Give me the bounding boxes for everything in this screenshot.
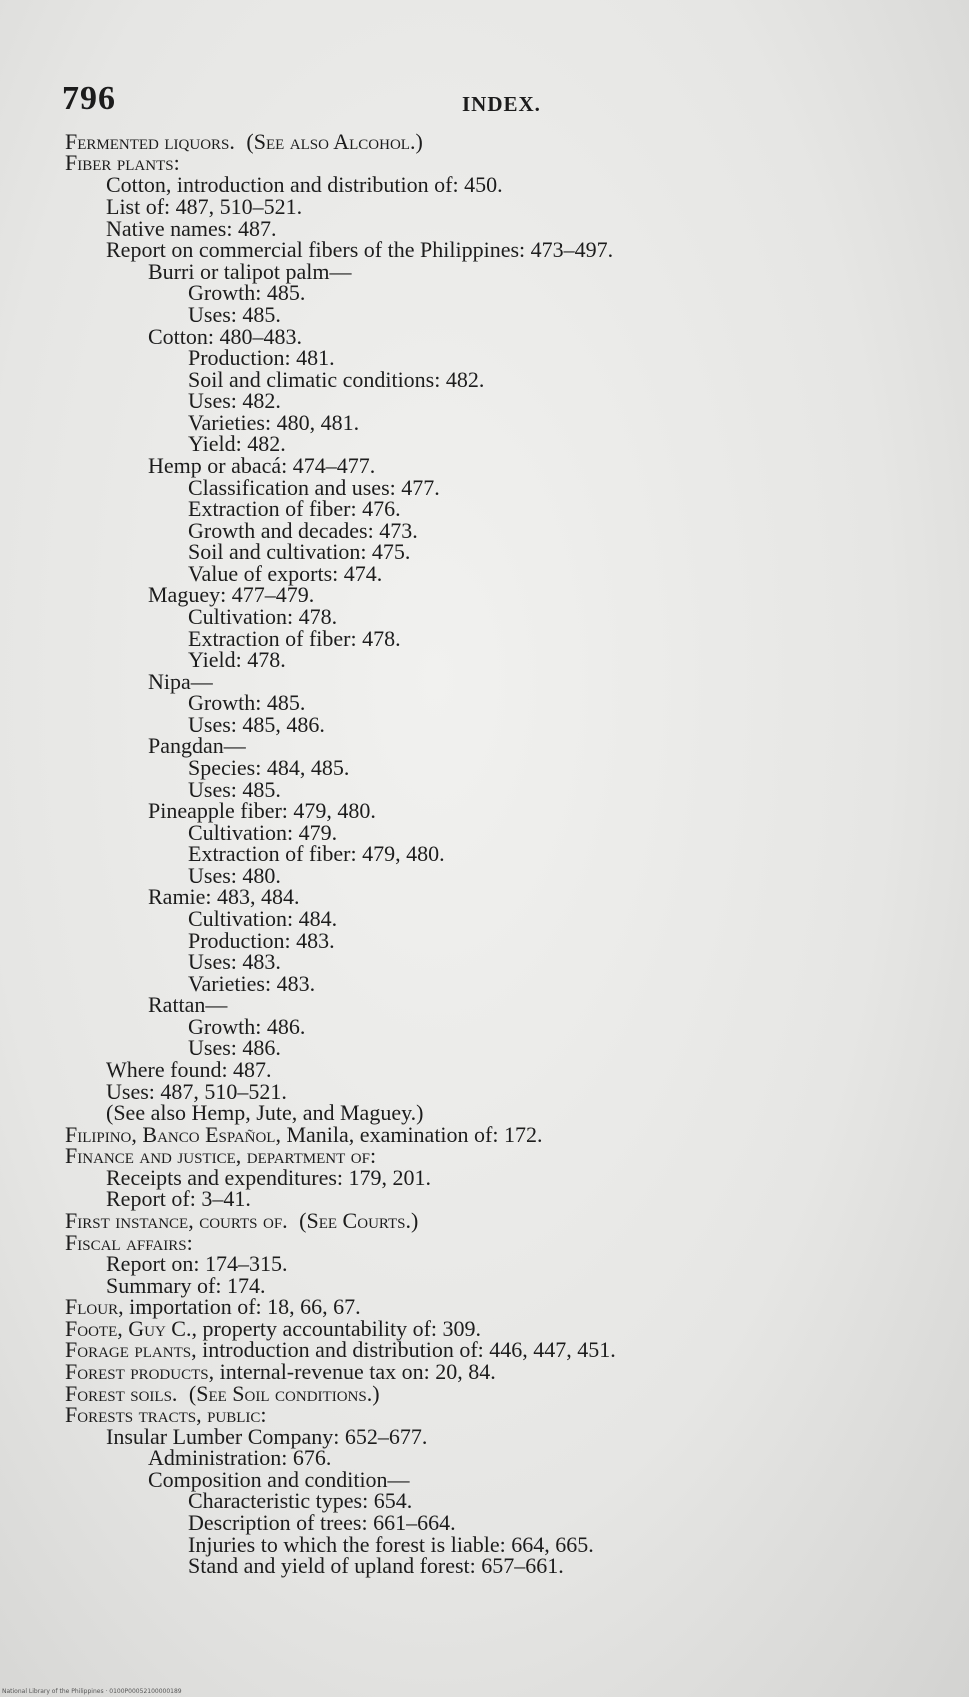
index-subentry: Summary of: 174. [106, 1273, 266, 1298]
index-heading: Finance and justice, department of: [65, 1143, 377, 1168]
index-subentry: Value of exports: 474. [188, 561, 383, 586]
index-heading: Forest soils. (See Soil conditions.) [65, 1381, 380, 1406]
index-subentry: Hemp or abacá: 474–477. [148, 453, 376, 478]
index-crossref: (See also Hemp, Jute, and Maguey.) [106, 1100, 424, 1125]
index-subentry: Injuries to which the forest is liable: 664, 665. [188, 1532, 594, 1557]
index-subentry: List of: 487, 510–521. [106, 194, 303, 219]
index-subentry: Yield: 482. [188, 431, 286, 456]
index-heading: Foote, Guy C., property accountability of: 309. [65, 1316, 482, 1341]
index-subentry: Cotton: 480–483. [148, 324, 303, 349]
index-heading: Fiber plants: [65, 150, 180, 175]
index-subentry: Insular Lumber Company: 652–677. [106, 1424, 428, 1449]
index-subentry: Uses: 480. [188, 863, 281, 888]
index-subentry: Growth: 486. [188, 1014, 306, 1039]
index-subentry: Uses: 483. [188, 949, 281, 974]
page-number: 796 [62, 80, 116, 117]
index-subentry: Report of: 3–41. [106, 1186, 251, 1211]
index-subentry: Extraction of fiber: 479, 480. [188, 841, 445, 866]
index-heading: Fermented liquors. (See also Alcohol.) [65, 129, 423, 154]
index-subentry: Pineapple fiber: 479, 480. [148, 798, 376, 823]
index-subentry: Classification and uses: 477. [188, 475, 440, 500]
index-heading: Forest products, internal-revenue tax on: 20, 84. [65, 1359, 496, 1384]
index-subentry: Growth: 485. [188, 690, 306, 715]
index-heading: Fiscal affairs: [65, 1230, 193, 1255]
index-subentry: Burri or talipot palm— [148, 259, 352, 284]
index-subentry: Ramie: 483, 484. [148, 884, 300, 909]
index-subentry: Uses: 486. [188, 1035, 281, 1060]
index-heading: First instance, courts of. (See Courts.) [65, 1208, 419, 1233]
index-subentry: Soil and climatic conditions: 482. [188, 367, 485, 392]
index-subentry: Description of trees: 661–664. [188, 1510, 456, 1535]
index-subentry: Cultivation: 484. [188, 906, 338, 931]
index-subentry: Varieties: 483. [188, 971, 316, 996]
index-subentry: Soil and cultivation: 475. [188, 539, 411, 564]
running-head: INDEX. [462, 92, 541, 116]
index-subentry: Production: 483. [188, 928, 335, 953]
index-heading: Forage plants, introduction and distribution of: 446, 447, 451. [65, 1337, 616, 1362]
index-subentry: Report on: 174–315. [106, 1251, 288, 1276]
index-subentry: Receipts and expenditures: 179, 201. [106, 1165, 432, 1190]
index-subentry: Production: 481. [188, 345, 335, 370]
index-subentry: Composition and condition— [148, 1467, 410, 1492]
index-subentry: Extraction of fiber: 476. [188, 496, 401, 521]
scan-footer: National Library of the Philippines · 0100P00052100000189 [2, 1688, 182, 1695]
index-subentry: Characteristic types: 654. [188, 1488, 413, 1513]
index-subentry: Cultivation: 478. [188, 604, 338, 629]
index-subentry: Pangdan— [148, 733, 246, 758]
index-subentry: Report on commercial fibers of the Philippines: 473–497. [106, 237, 614, 262]
index-subentry: Where found: 487. [106, 1057, 272, 1082]
index-subentry: Uses: 487, 510–521. [106, 1079, 287, 1104]
index-subentry: Maguey: 477–479. [148, 582, 315, 607]
index-subentry: Uses: 485, 486. [188, 712, 325, 737]
index-subentry: Administration: 676. [148, 1445, 332, 1470]
index-subentry: Uses: 485. [188, 302, 281, 327]
index-subentry: Growth: 485. [188, 280, 306, 305]
index-subentry: Cultivation: 479. [188, 820, 338, 845]
index-subentry: Native names: 487. [106, 216, 277, 241]
index-heading: Forests tracts, public: [65, 1402, 267, 1427]
index-subentry: Rattan— [148, 992, 228, 1017]
index-subentry: Yield: 478. [188, 647, 286, 672]
index-subentry: Varieties: 480, 481. [188, 410, 360, 435]
index-subentry: Nipa— [148, 669, 213, 694]
index-subentry: Uses: 482. [188, 388, 281, 413]
index-heading: Filipino, Banco Español, Manila, examination of: 172. [65, 1122, 543, 1147]
index-subentry: Stand and yield of upland forest: 657–661. [188, 1553, 564, 1578]
index-subentry: Species: 484, 485. [188, 755, 350, 780]
index-subentry: Uses: 485. [188, 777, 281, 802]
index-heading: Flour, importation of: 18, 66, 67. [65, 1294, 361, 1319]
index-subentry: Cotton, introduction and distribution of: 450. [106, 172, 503, 197]
index-subentry: Extraction of fiber: 478. [188, 626, 401, 651]
index-subentry: Growth and decades: 473. [188, 518, 418, 543]
